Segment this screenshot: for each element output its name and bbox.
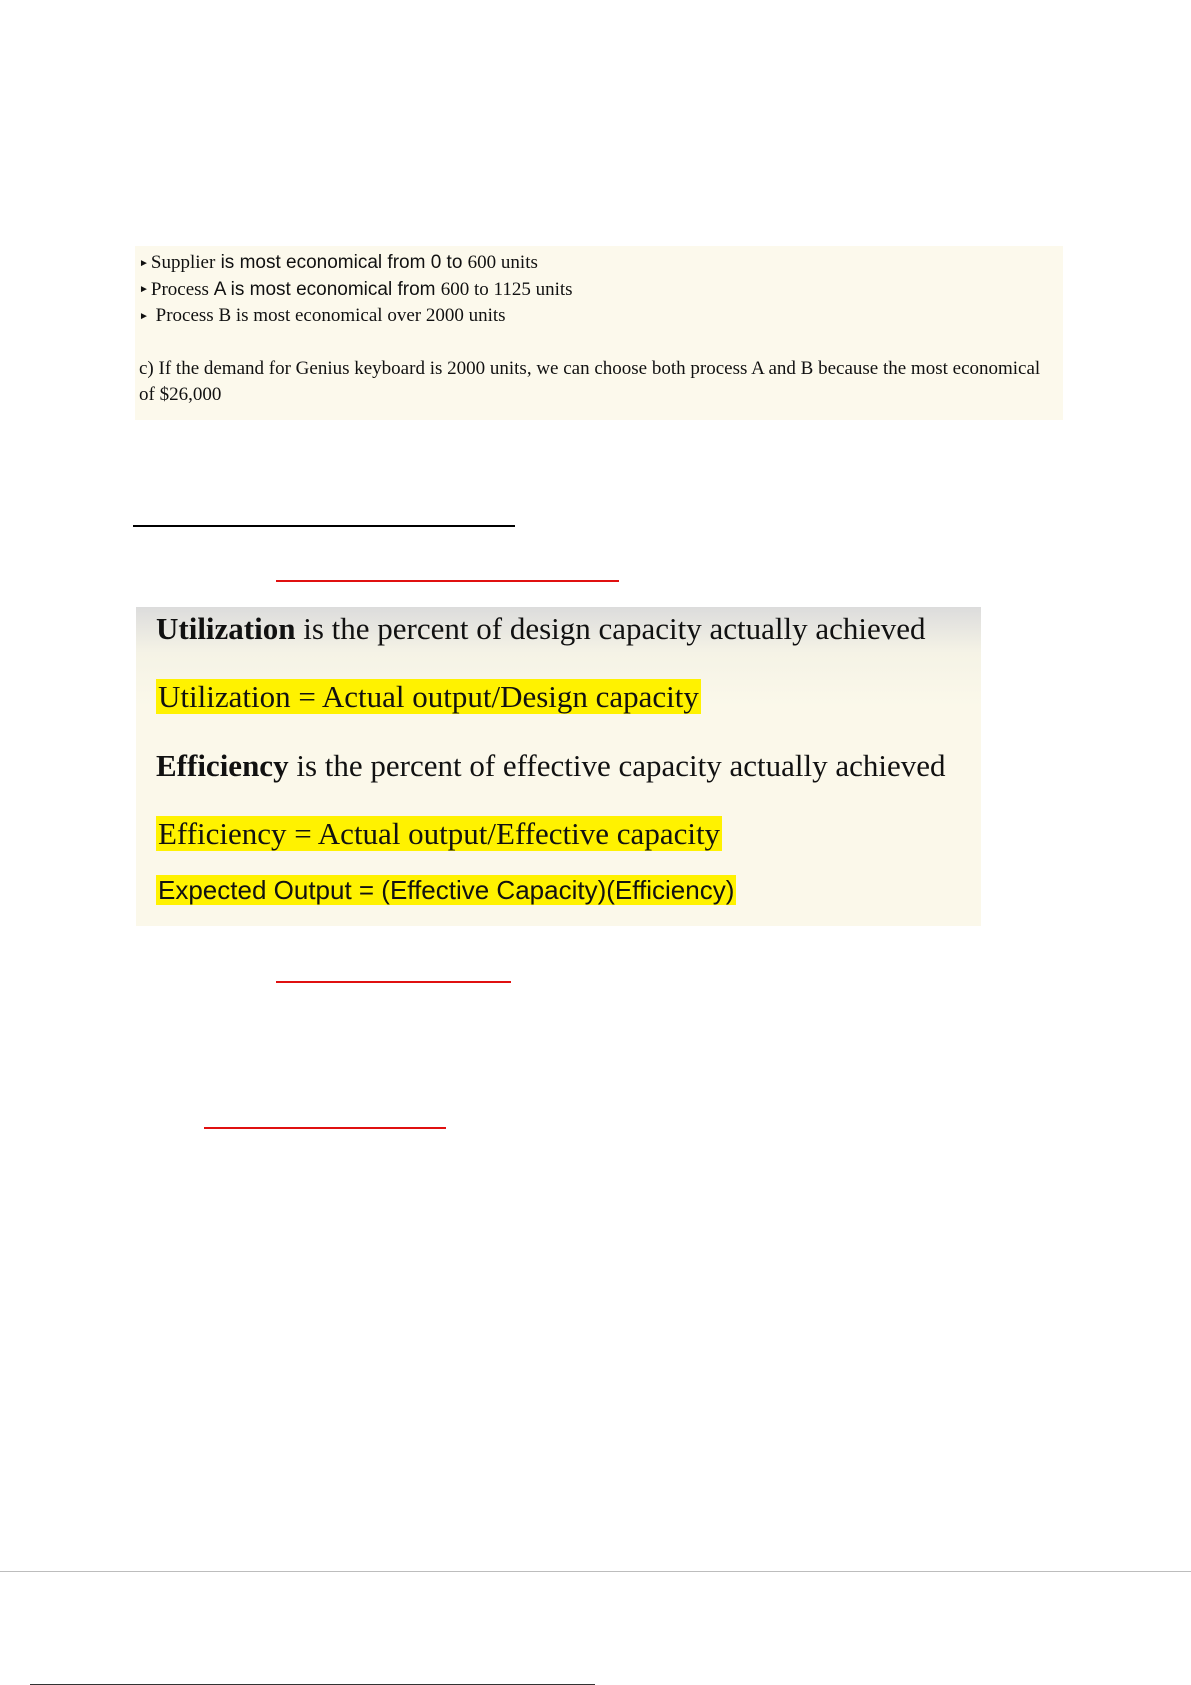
summary-text: is most economical from 0 to: [215, 252, 468, 273]
summary-line-supplier: [139, 250, 1059, 277]
utilization-term: Utilization: [156, 611, 296, 646]
summary-text: 600 units: [467, 252, 538, 273]
summary-text: 600 to: [440, 278, 494, 300]
summary-line-process-b: [139, 303, 1059, 330]
red-underline: [276, 580, 619, 582]
summary-text: Supplier: [150, 252, 216, 273]
arrow-bullet-icon: ►: [139, 310, 149, 322]
efficiency-formula: [156, 816, 722, 852]
efficiency-term: Efficiency: [156, 748, 289, 783]
efficiency-definition: [156, 748, 946, 784]
utilization-formula: [156, 679, 701, 715]
heading-underline: [133, 525, 515, 527]
red-underline: [204, 1127, 446, 1129]
highlighted-formula: Utilization = Actual output/Design capacity: [158, 679, 699, 714]
efficiency-description: is the percent of effective capacity actually achieved: [288, 748, 946, 783]
red-underline: [276, 981, 511, 983]
summary-line-process-a: [139, 277, 1059, 304]
summary-text: A is most economical from: [213, 278, 441, 300]
expected-output-formula: [156, 875, 736, 906]
summary-conclusion: c) If the demand for Genius keyboard is 2000 units, we can choose both process A and B because the most economical of $26,000: [139, 357, 1041, 405]
summary-text: 1125 units: [493, 278, 573, 300]
summary-text: Process B is most economical over 2000 units: [155, 305, 506, 327]
arrow-bullet-icon: ►: [139, 257, 149, 269]
footer-divider: [0, 1571, 1191, 1572]
summary-panel: [135, 246, 1063, 420]
arrow-bullet-icon: ►: [139, 284, 149, 296]
definitions-panel: [136, 607, 981, 926]
highlighted-formula: Expected Output = (Effective Capacity)(Efficiency): [158, 875, 735, 905]
utilization-definition: [156, 611, 926, 647]
utilization-description: is the percent of design capacity actually achieved: [295, 611, 926, 646]
summary-text: Process: [150, 278, 214, 300]
highlighted-formula: Efficiency = Actual output/Effective capacity: [158, 816, 721, 851]
